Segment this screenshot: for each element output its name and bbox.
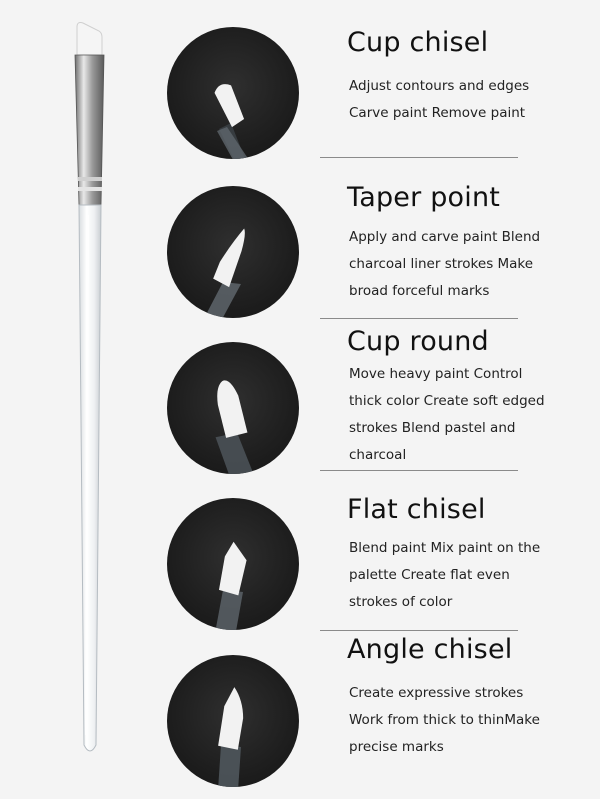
angle-chisel-tip-image: [167, 655, 299, 787]
brush-description-line: broad forceful marks: [349, 283, 490, 299]
brush-description-line: charcoal liner strokes Make: [349, 256, 534, 272]
brush-description-line: thick color Create soft edged: [349, 393, 545, 409]
brush-description-line: Apply and carve paint Blend: [349, 229, 541, 245]
brush-description-line: palette Create flat even: [349, 567, 510, 583]
section-divider: [320, 470, 518, 471]
brush-description-line: Carve paint Remove paint: [349, 105, 526, 121]
brush-title: Taper point: [347, 182, 501, 213]
brush-description-line: Adjust contours and edges: [349, 78, 530, 94]
brush-description-line: Work from thick to thinMake: [349, 712, 540, 728]
cup-round-tip-image: [167, 342, 299, 474]
brush-title: Angle chisel: [347, 634, 513, 665]
brush-description-line: strokes of color: [349, 594, 453, 610]
brush-description-line: Create expressive strokes: [349, 685, 524, 701]
brush-description-line: strokes Blend pastel and: [349, 420, 516, 436]
cup-chisel-tip-image: [167, 27, 299, 159]
section-divider: [320, 630, 518, 631]
flat-chisel-tip-image: [167, 498, 299, 630]
brush-description-line: Blend paint Mix paint on the: [349, 540, 541, 556]
brush-description-line: precise marks: [349, 739, 444, 755]
taper-point-tip-image: [167, 186, 299, 318]
brush-title: Cup round: [347, 326, 489, 357]
brush-icon: [55, 15, 125, 790]
brush-description-line: Move heavy paint Control: [349, 366, 523, 382]
brush-title: Cup chisel: [347, 27, 489, 58]
section-divider: [320, 318, 518, 319]
brush-title: Flat chisel: [347, 494, 486, 525]
section-divider: [320, 157, 518, 158]
brush-description-line: charcoal: [349, 447, 407, 463]
